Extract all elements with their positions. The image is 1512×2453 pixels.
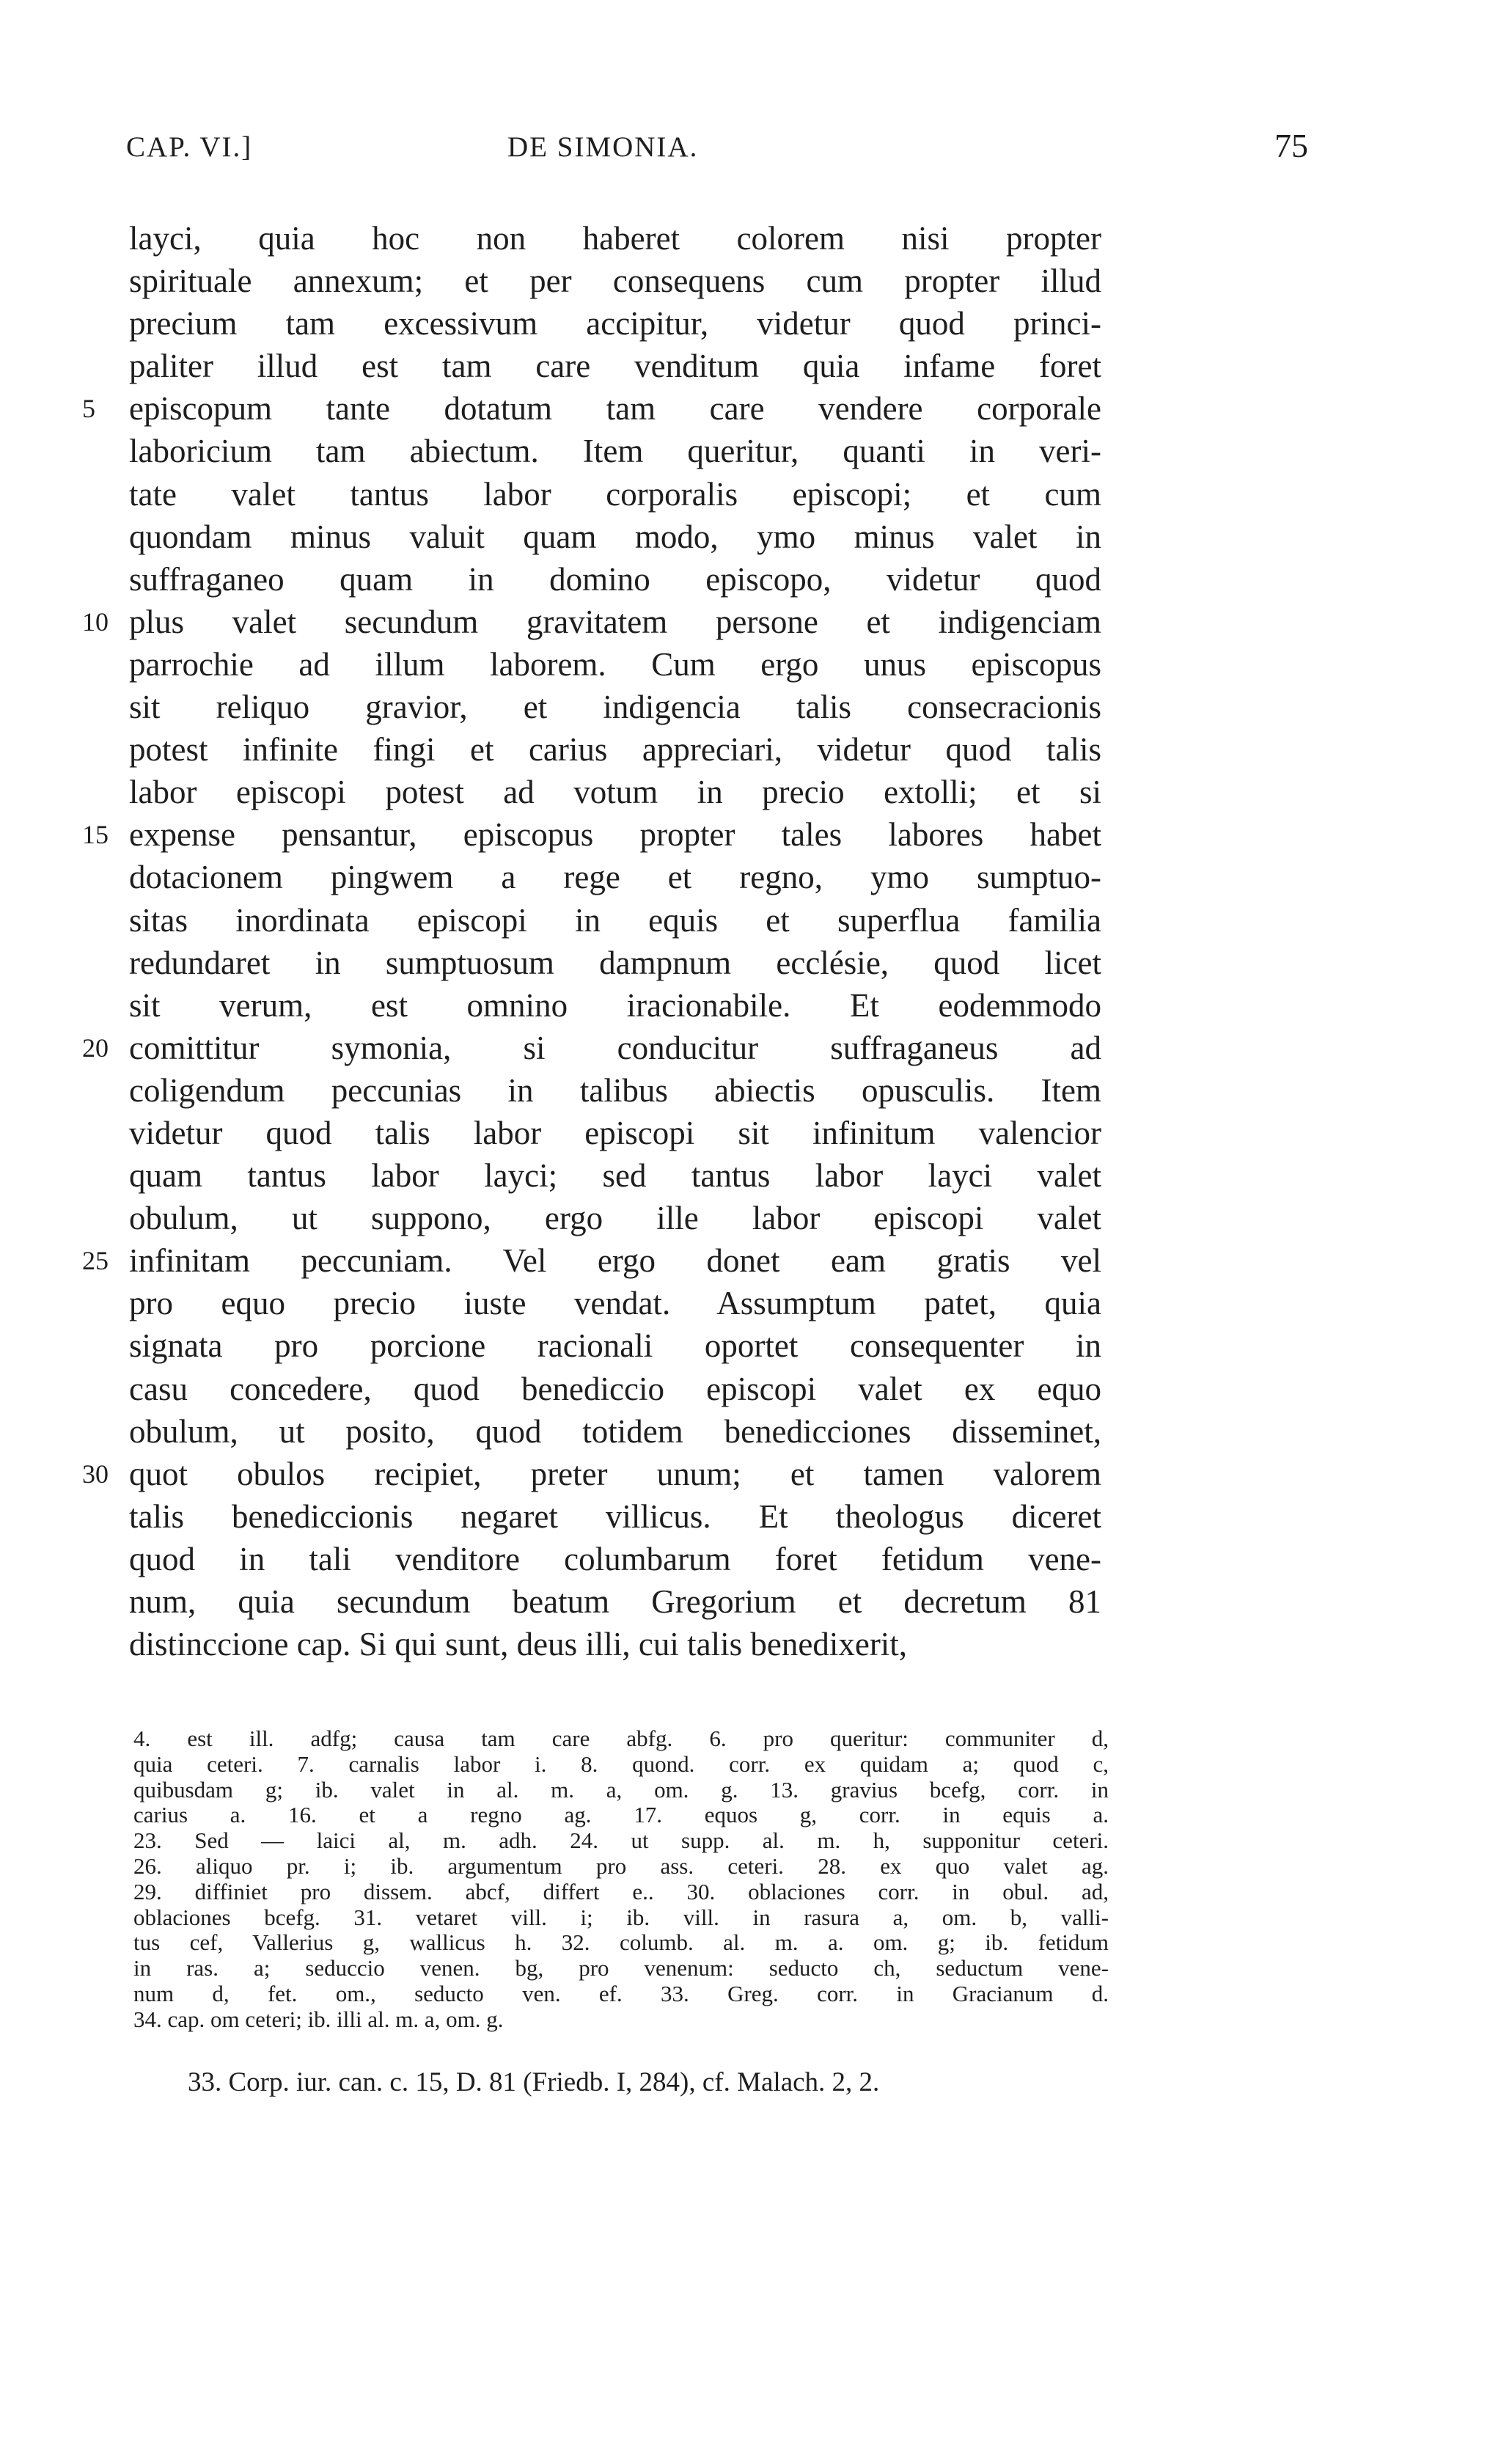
footnote-line: 4. est ill. adfg; causa tam care abfg. 6. pro queritur: communiter d, [133,1726,1109,1751]
line-text: precium tam excessivum accipitur, videtur quod princi- [129,305,1101,342]
text-line [129,771,1101,813]
running-header [126,127,1308,175]
text-line [129,1580,1101,1623]
source-note: 33. Corp. iur. can. c. 15, D. 81 (Friedb. I, 284), cf. Malach. 2, 2. [188,2067,880,2097]
line-text: obulum, ut suppono, ergo ille labor episcopi valet [129,1200,1101,1237]
footnote-line: num d, fet. om., seducto ven. ef. 33. Greg. corr. in Gracianum d. [133,1980,1109,2006]
line-text: infinitam peccuniam. Vel ergo donet eam gratis vel [129,1242,1101,1280]
text-line [82,601,1101,643]
footnote-line: 29. diffiniet pro dissem. abcf, differt e.. 30. oblaciones corr. in obul. ad, [133,1878,1109,1904]
line-text: parrochie ad illum laborem. Cum ergo unus episcopus [129,645,1101,683]
line-text: coligendum peccunias in talibus abiectis opusculis. Item [129,1071,1101,1109]
text-line [129,856,1101,898]
line-text: casu concedere, quod benediccio episcopi valet ex equo [129,1370,1101,1407]
text-line [129,1154,1101,1197]
line-text: plus valet secundum gravitatem persone et indigenciam [129,603,1101,640]
line-number: 15 [82,820,109,850]
line-number: 30 [82,1459,109,1489]
footnote-line: 23. Sed — laici al, m. adh. 24. ut supp. al. m. h, supponitur ceteri. [133,1827,1109,1854]
line-text: tate valet tantus labor corporalis episcopi; et cum [129,475,1101,513]
line-text: quod in tali venditore columbarum foret fetidum vene- [129,1540,1101,1577]
text-line [129,558,1101,601]
line-text: pro equo precio iuste vendat. Assumptum patet, quia [129,1285,1101,1322]
line-text: obulum, ut posito, quod totidem benedicciones disseminet, [129,1412,1101,1450]
text-line [129,728,1101,771]
line-text: videtur quod talis labor episcopi sit infinitum valencior [129,1114,1101,1151]
text-line [129,899,1101,942]
running-title: DE SIMONIA. [507,131,699,163]
text-line [82,1027,1101,1069]
text-line [129,1069,1101,1112]
text-line [129,473,1101,516]
text-line [129,1324,1101,1367]
line-text: episcopum tante dotatum tam care vendere corporale [129,390,1101,428]
text-line [129,1197,1101,1239]
text-line [129,1623,1101,1665]
line-number: 25 [82,1246,109,1276]
line-text: expense pensantur, episcopus propter tales labores habet [129,816,1101,854]
text-line [129,516,1101,558]
line-text: comittitur symonia, si conducitur suffraganeus ad [129,1029,1101,1066]
line-text: redundaret in sumptuosum dampnum ecclésie, quod licet [129,944,1101,981]
line-text: quot obulos recipiet, preter unum; et tamen valorem [129,1455,1101,1492]
page-number: 75 [1274,127,1308,164]
line-text: dotacionem pingwem a rege et regno, ymo sumptuo- [129,859,1101,896]
text-line [129,260,1101,302]
line-text: laboricium tam abiectum. Item queritur, quanti in veri- [129,433,1101,470]
text-line [129,430,1101,472]
line-text: spirituale annexum; et per consequens cum propter illud [129,263,1101,300]
line-text: suffraganeo quam in domino episcopo, videtur quod [129,560,1101,598]
critical-apparatus [133,1726,1109,2033]
footnote-line: in ras. a; seduccio venen. bg, pro venenum: seducto ch, seductum vene- [133,1955,1109,1981]
footnote-line: carius a. 16. et a regno ag. 17. equos g, corr. in equis a. [133,1802,1109,1828]
text-line [129,302,1101,345]
text-line [129,1368,1101,1410]
line-number: 5 [82,394,95,424]
line-text: sit reliquo gravior, et indigencia talis consecracionis [129,689,1101,726]
line-text: quondam minus valuit quam modo, ymo minus valet in [129,518,1101,555]
text-line [129,686,1101,728]
line-text: num, quia secundum beatum Gregorium et decretum 81 [129,1583,1101,1620]
text-line [129,1538,1101,1580]
text-line [129,1495,1101,1538]
line-number: 20 [82,1033,109,1063]
footnote-line: quibusdam g; ib. valet in al. m. a, om. g. 13. gravius bcefg, corr. in [133,1776,1109,1803]
text-line [129,643,1101,686]
chapter-label: CAP. VI.] [126,131,253,163]
line-text: paliter illud est tam care venditum quia infame foret [129,348,1101,385]
text-line [82,1453,1101,1495]
text-line [129,1282,1101,1324]
footnote-line: 26. aliquo pr. i; ib. argumentum pro ass. ceteri. 28. ex quo valet ag. [133,1852,1109,1879]
line-text: potest infinite fingi et carius appreciari, videtur quod talis [129,731,1101,769]
footnote-line: 34. cap. om ceteri; ib. illi al. m. a, om. g. [133,2006,504,2032]
line-text: talis benediccionis negaret villicus. Et theologus diceret [129,1497,1101,1535]
text-line [129,345,1101,387]
line-text: sitas inordinata episcopi in equis et superflua familia [129,901,1101,939]
text-line [82,1239,1101,1282]
main-text [82,217,1101,1665]
line-text: labor episcopi potest ad votum in precio extolli; et si [129,774,1101,811]
text-line [82,813,1101,856]
text-line [129,217,1101,260]
text-line [129,984,1101,1027]
line-number: 10 [82,606,109,637]
line-text: layci, quia hoc non haberet colorem nisi propter [129,220,1101,257]
text-line [82,387,1101,430]
footnote-line: tus cef, Vallerius g, wallicus h. 32. columb. al. m. a. om. g; ib. fetidum [133,1929,1109,1956]
line-text: quam tantus labor layci; sed tantus labor layci valet [129,1157,1101,1195]
footnote-line: quia ceteri. 7. carnalis labor i. 8. quond. corr. ex quidam a; quod c, [133,1750,1109,1777]
text-line [129,1112,1101,1154]
text-line [129,1410,1101,1453]
footnote-line: oblaciones bcefg. 31. vetaret vill. i; ib. vill. in rasura a, om. b, valli- [133,1904,1109,1930]
line-text: distinccione cap. Si qui sunt, deus illi, cui talis benedixerit, [129,1626,908,1663]
line-text: sit verum, est omnino iracionabile. Et eodemmodo [129,986,1101,1024]
line-text: signata pro porcione racionali oportet consequenter in [129,1327,1101,1365]
text-line [129,942,1101,984]
